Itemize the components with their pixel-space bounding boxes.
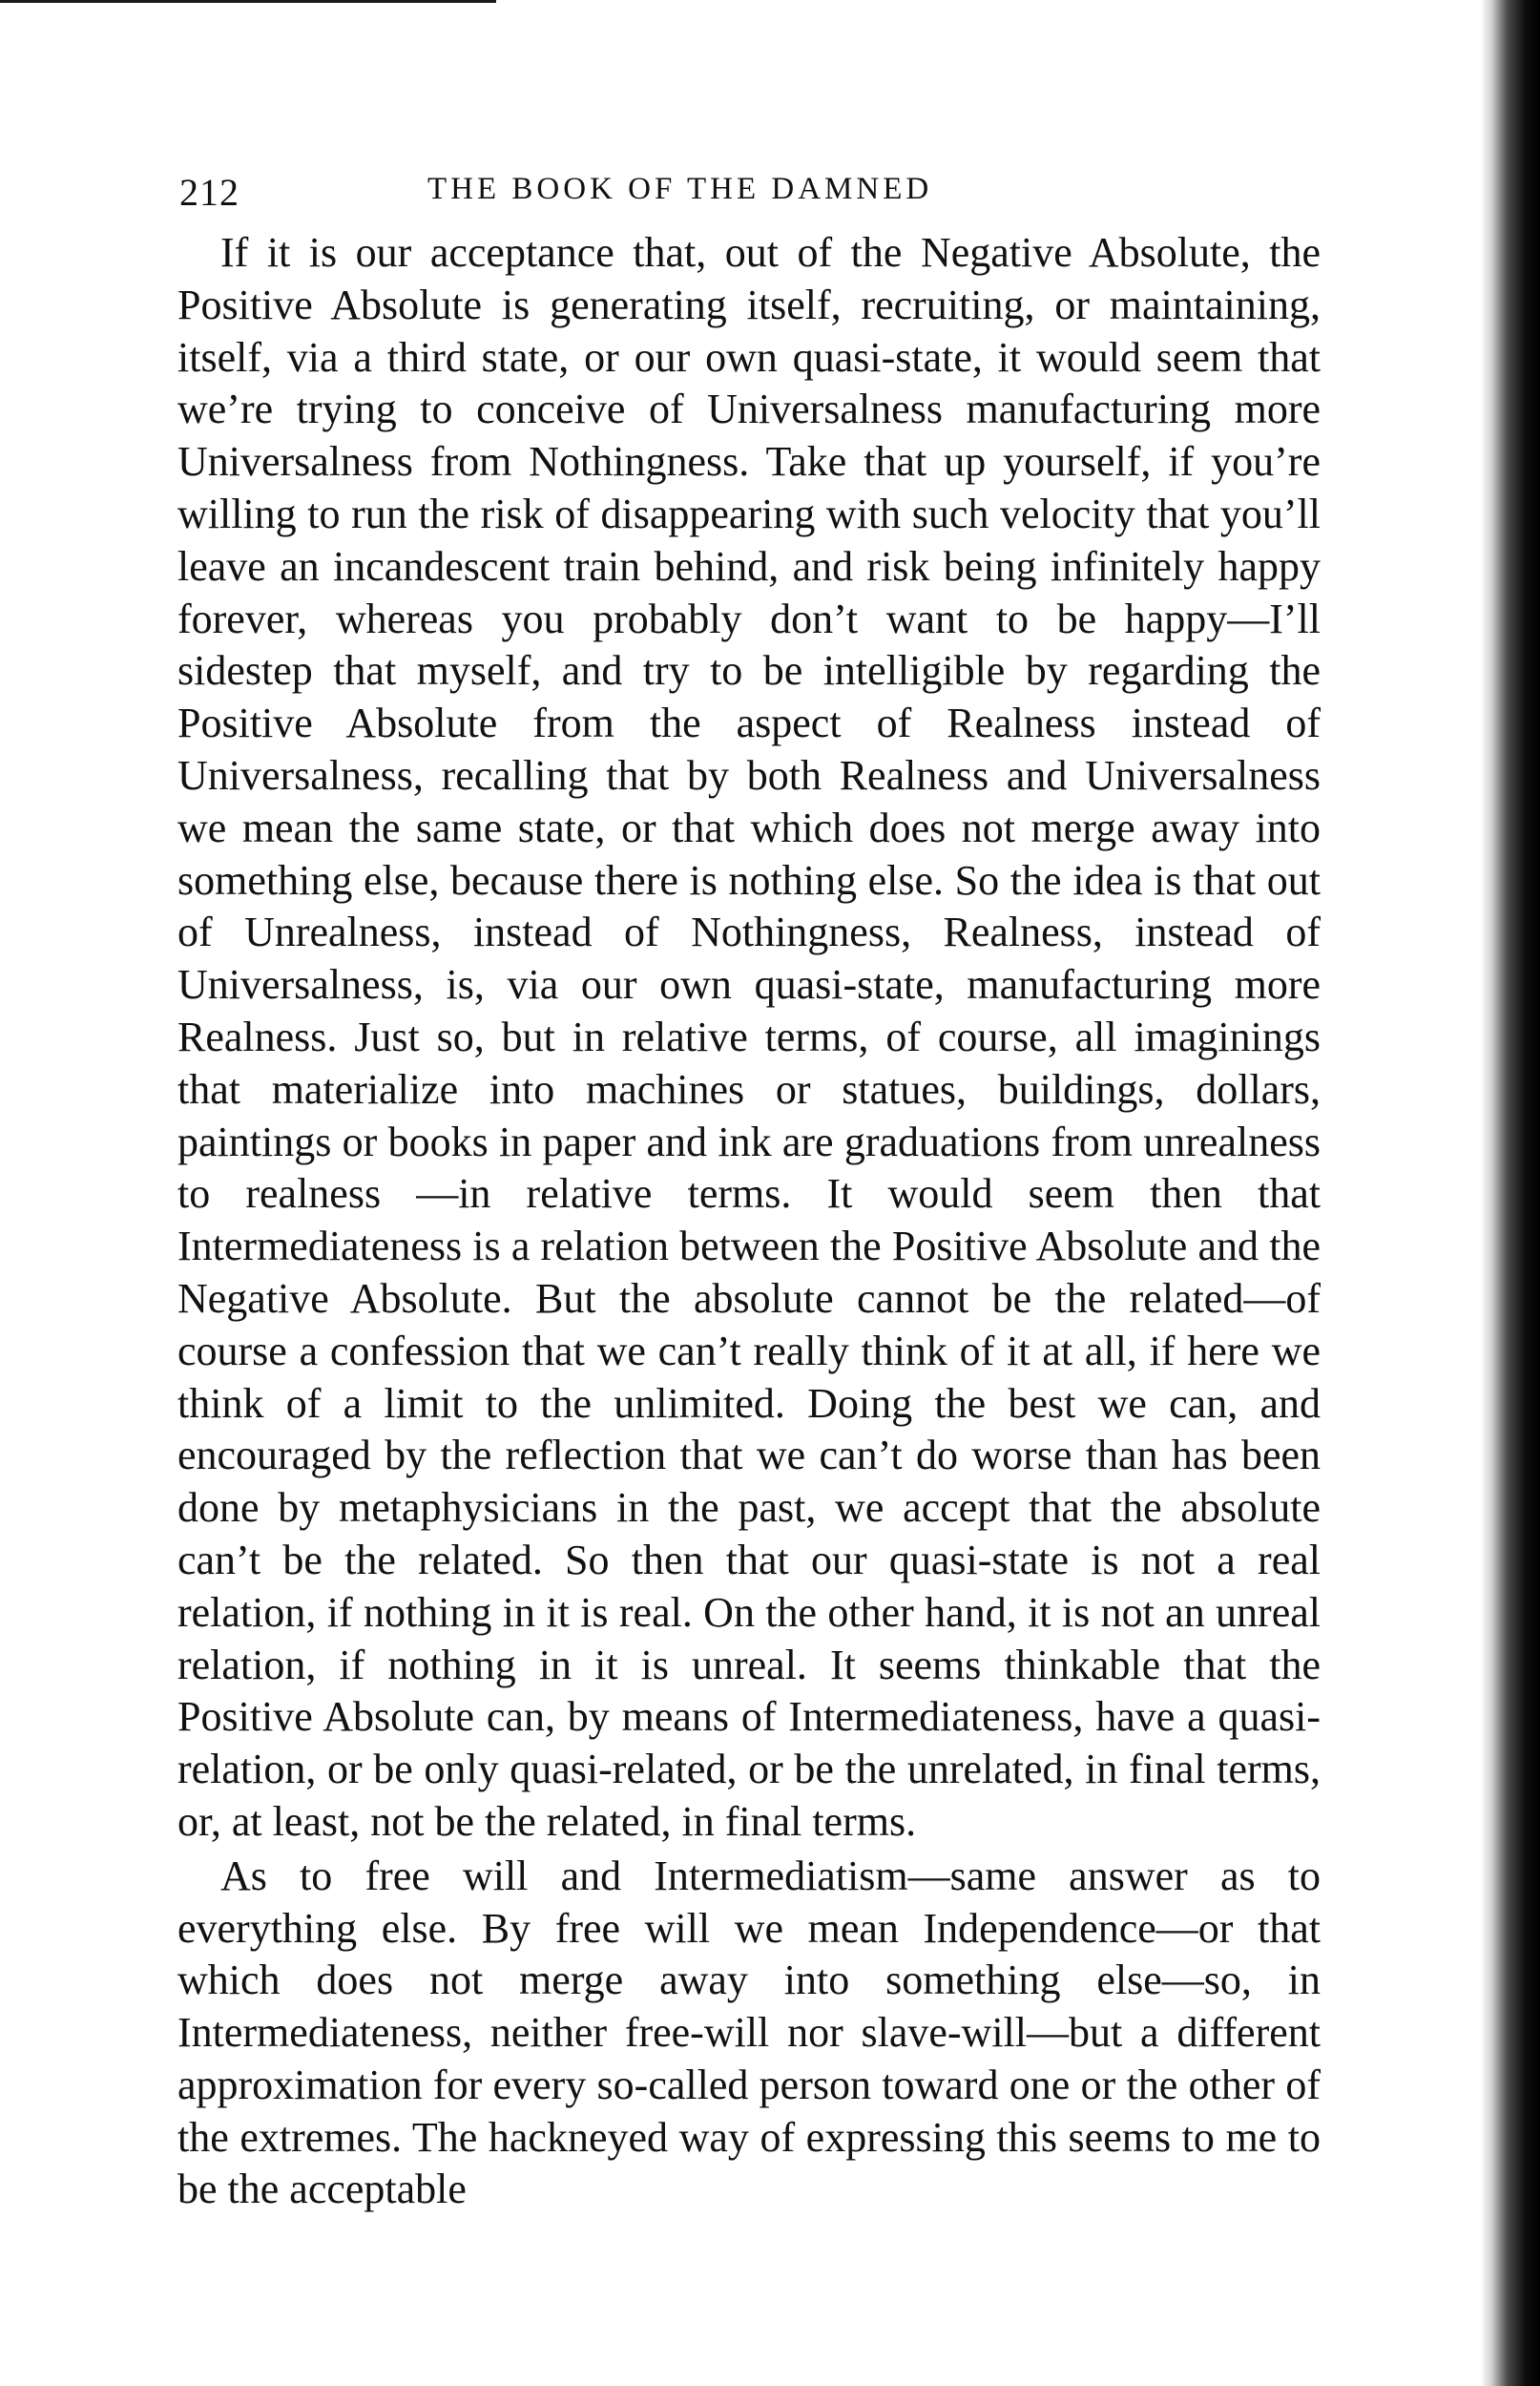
running-head: [179, 170, 1334, 227]
body-text: [177, 227, 1321, 2216]
book-title: THE BOOK OF THE DAMNED: [427, 172, 933, 206]
paragraph-2: As to free will and Intermediatism—same answer as to everything else. By free will we mean Independence—or that which does not merge away into something else—so, in Intermediateness, neither free-will nor slave-will—but a different approximation for every so-called person toward one or the other of the extremes. The hackneyed way of expressing this seems to me to be the acceptable: [177, 1852, 1321, 2213]
page-number: 212: [179, 171, 239, 214]
paragraph-1: If it is our acceptance that, out of the Negative Absolute, the Positive Absolute is generating itself, recruiting, or maintaining, itself, via a third state, or our own quasi-state, it would seem that we’re trying to conceive of Universalness manufacturing more Universalness from Nothingness. Take that up yourself, if you’re willing to run the risk of disappearing with such velocity that you’ll leave an incandescent train behind, and risk being infinitely happy forever, whereas you probably don’t want to be happy—I’ll sidestep that myself, and try to be intelligible by regarding the Positive Absolute from the aspect of Realness instead of Universalness, recalling that by both Realness and Universalness we mean the same state, or that which does not merge away into something else, because there is nothing else. So the idea is that out of Unrealness, instead of Nothingness, Realness, instead of Universalness, is, via our own quasi-state, manufacturing more Realness. Just so, but in relative terms, of course, all imaginings that materialize into machines or statues, buildings, dollars, paintings or books in paper and ink are graduations from unrealness to realness —in relative terms. It would seem then that Intermediateness is a relation between the Positive Absolute and the Negative Absolute. But the absolute cannot be the related—of course a confession that we can’t really think of it at all, if here we think of a limit to the unlimited. Doing the best we can, and encouraged by the reflection that we can’t do worse than has been done by metaphysicians in the past, we accept that the absolute can’t be the related. So then that our quasi-state is not a real relation, if nothing in it is real. On the other hand, it is not an unreal relation, if nothing in it is unreal. It seems thinkable that the Positive Absolute can, by means of Intermediateness, have a quasi-relation, or be only quasi-related, or be the unrelated, in final terms, or, at least, not be the related, in final terms.: [177, 229, 1321, 1845]
book-spine-shadow: [1481, 0, 1540, 2386]
top-edge-rule: [0, 0, 496, 3]
